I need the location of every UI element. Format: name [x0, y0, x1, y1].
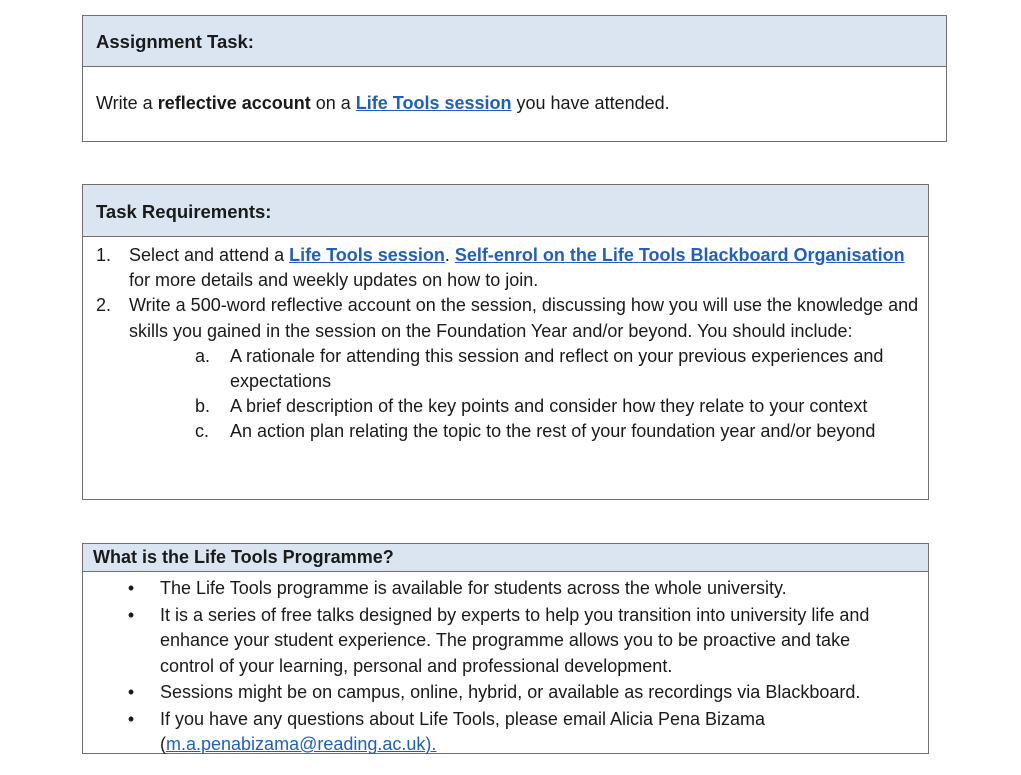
- sub-list-text: A rationale for attending this session and reflect on your previous experiences and expectations: [230, 345, 884, 392]
- bullet-icon: •: [127, 578, 135, 598]
- assignment-task-box: [82, 15, 947, 142]
- life-tools-programme-box: [82, 543, 929, 754]
- task-requirements-title: Task Requirements:: [83, 185, 928, 237]
- assignment-task-text: [83, 67, 946, 114]
- intro-text-on: on a: [310, 93, 356, 113]
- intro-text-end: you have attended.: [511, 93, 670, 113]
- life-tools-session-link-2[interactable]: Life Tools session: [289, 245, 445, 265]
- bullet-item: [83, 680, 908, 706]
- sub-list-text: A brief description of the key points and consider how they relate to your context: [230, 396, 868, 417]
- sub-list-item: [195, 344, 920, 394]
- sub-list-letter: a.: [195, 345, 211, 366]
- sub-list-letter: b.: [195, 396, 211, 417]
- list-number: 2.: [96, 295, 112, 316]
- life-tools-programme-title: What is the Life Tools Programme?: [83, 544, 928, 572]
- bullet-text: Sessions might be on campus, online, hybrid, or available as recordings via Blackboard.: [160, 682, 861, 702]
- bullet-icon: •: [127, 682, 135, 702]
- list-item-text: Write a 500-word reflective account on the session, discussing how you will use the knowledge and skills you gained in the session on the Foundation Year and/or beyond. You should include:: [129, 295, 919, 341]
- task-requirements-box: [82, 184, 929, 500]
- bullet-item: [83, 707, 908, 758]
- list-item-text: [129, 243, 920, 293]
- sub-list-item: [195, 394, 920, 419]
- bullet-text: [160, 707, 908, 758]
- item-separator: .: [444, 245, 455, 265]
- bullet-item: [83, 576, 908, 602]
- programme-bullet-list: [83, 572, 928, 758]
- bullet-item: [83, 603, 908, 680]
- reflective-account-bold: reflective account: [157, 93, 311, 113]
- assignment-task-title: Assignment Task:: [83, 16, 946, 67]
- list-item: [96, 243, 920, 293]
- sub-list-text: An action plan relating the topic to the rest of your foundation year and/or beyond: [230, 421, 876, 442]
- contact-text: If you have any questions about Life Tools, please email Alicia Pena Bizama (: [160, 708, 766, 754]
- task-requirements-list: [83, 237, 928, 445]
- item-text-post: for more details and weekly updates on how to join.: [129, 270, 539, 291]
- list-item: [96, 293, 920, 343]
- bullet-text: It is a series of free talks designed by experts to help you transition into university life and enhance your student experience. The programme allows you to be proactive and take control of your learning, personal and professional development.: [160, 604, 870, 676]
- sub-list-letter: c.: [195, 421, 210, 442]
- intro-text: Write a: [96, 93, 158, 113]
- bullet-text: The Life Tools programme is available for students across the whole university.: [160, 578, 787, 598]
- sub-list-item: [195, 419, 920, 444]
- life-tools-session-link[interactable]: Life Tools session: [355, 93, 512, 113]
- self-enrol-blackboard-link[interactable]: Self-enrol on the Life Tools Blackboard Organisation: [454, 245, 905, 265]
- contact-email-link[interactable]: m.a.penabizama@reading.ac.uk).: [166, 734, 437, 754]
- list-number: 1.: [96, 245, 112, 265]
- item-text: Select and attend a: [129, 245, 290, 265]
- bullet-icon: •: [127, 604, 135, 625]
- bullet-icon: •: [127, 708, 135, 729]
